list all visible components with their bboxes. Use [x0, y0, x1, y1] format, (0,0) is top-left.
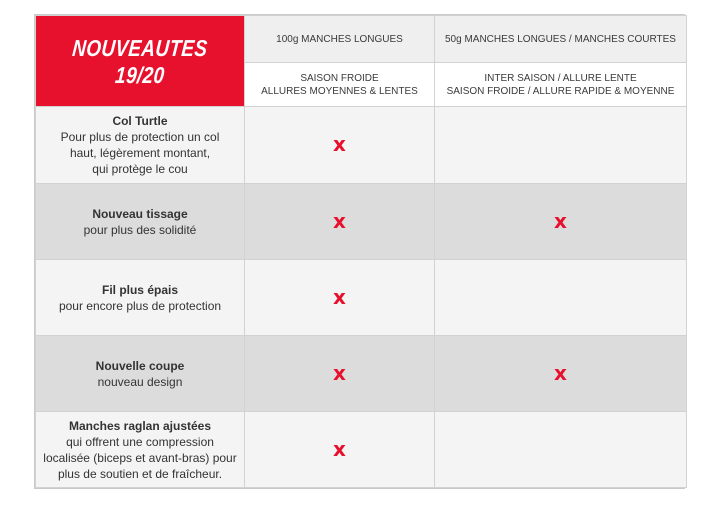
- cell-100g: [245, 412, 435, 488]
- feature-description: qui protège le cou: [92, 162, 188, 176]
- cell-50g: [435, 412, 687, 488]
- column-subheader-100g-line-2: ALLURES MOYENNES & LENTES: [261, 85, 418, 97]
- cell-50g: [435, 107, 687, 184]
- cell-100g: [245, 184, 435, 260]
- check-mark: x: [554, 208, 567, 233]
- feature-title: Nouvelle coupe: [95, 358, 185, 373]
- check-mark: x: [333, 436, 346, 461]
- feature-title: Manches raglan ajustées: [68, 418, 212, 433]
- table-row: [36, 336, 687, 412]
- cell-100g: [245, 260, 435, 336]
- column-subheader-50g-line-1: INTER SAISON / ALLURE LENTE: [484, 72, 637, 84]
- check-mark: x: [333, 132, 346, 156]
- brand-title: [36, 16, 245, 107]
- feature-description: pour encore plus de protection: [58, 298, 222, 313]
- feature-title: Fil plus épais: [101, 282, 179, 297]
- feature-cell: [36, 184, 245, 260]
- feature-description: plus de soutien et de fraîcheur.: [57, 466, 223, 481]
- feature-description: localisée (biceps et avant-bras) pour: [43, 450, 237, 465]
- check-mark: x: [333, 208, 346, 233]
- column-header-100g: 100g MANCHES LONGUES: [245, 16, 435, 63]
- feature-cell: [36, 107, 245, 184]
- column-subheader-100g: [245, 63, 435, 107]
- feature-cell: [36, 336, 245, 412]
- column-subheader-50g: [435, 63, 687, 107]
- feature-description: nouveau design: [97, 374, 183, 389]
- feature-title: Nouveau tissage: [92, 206, 188, 221]
- table-row: [36, 107, 687, 184]
- column-header-50g: 50g MANCHES LONGUES / MANCHES COURTES: [435, 16, 687, 63]
- feature-description: qui offrent une compression: [66, 434, 214, 449]
- check-mark: x: [333, 360, 346, 385]
- cell-50g: [435, 260, 687, 336]
- comparison-table: [34, 14, 685, 489]
- cell-50g: [435, 336, 687, 412]
- table-row: [36, 412, 687, 488]
- feature-cell: [36, 412, 245, 488]
- brand-title-line-2: 19/20: [114, 61, 166, 88]
- cell-50g: [435, 184, 687, 260]
- column-subheader-50g-line-2: SAISON FROIDE / ALLURE RAPIDE & MOYENNE: [446, 85, 675, 97]
- table-row: [36, 184, 687, 260]
- cell-100g: [245, 336, 435, 412]
- check-mark: x: [333, 284, 346, 309]
- feature-title: Col Turtle: [112, 114, 168, 128]
- feature-description: Pour plus de protection un col: [60, 130, 220, 144]
- check-mark: x: [554, 360, 567, 385]
- table-row: [36, 260, 687, 336]
- feature-cell: [36, 260, 245, 336]
- cell-100g: [245, 107, 435, 184]
- brand-title-line-1: NOUVEAUTES: [71, 34, 209, 61]
- feature-description: haut, légèrement montant,: [69, 146, 211, 160]
- feature-description: pour plus des solidité: [83, 222, 197, 237]
- column-subheader-100g-line-1: SAISON FROIDE: [300, 72, 379, 84]
